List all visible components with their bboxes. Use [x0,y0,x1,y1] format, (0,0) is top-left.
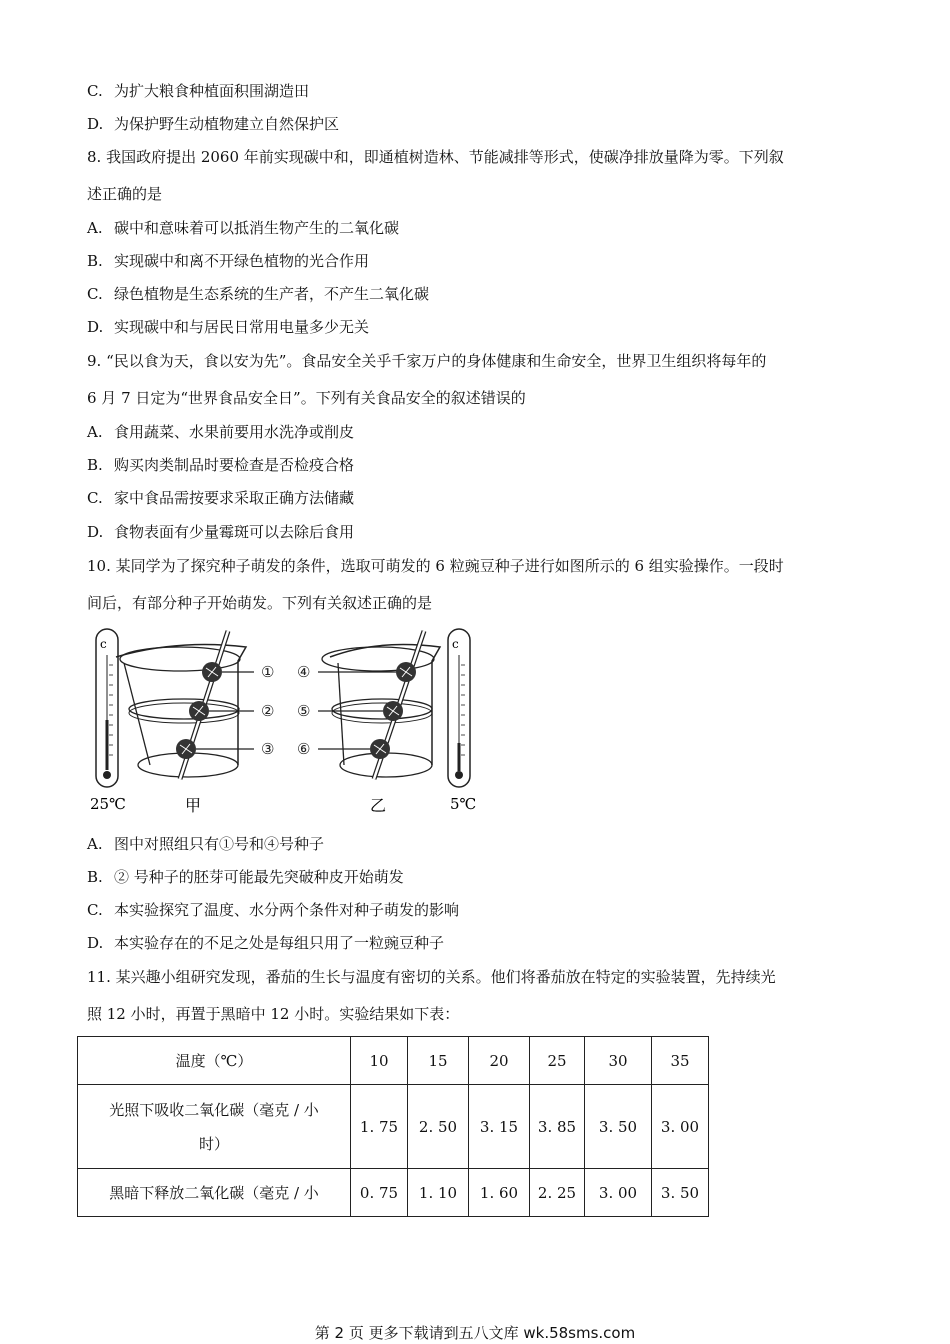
option-text: 实现碳中和与居民日常用电量多少无关 [114,318,370,336]
q10-stem-line2: 间后，有部分种子开始萌发。下列有关叙述正确的是 [87,594,433,612]
beaker-right [318,631,440,779]
table-cell: 3. 85 [530,1085,585,1169]
option-text: 图中对照组只有①号和④号种子 [114,835,325,853]
table-header-cell: 35 [652,1037,709,1085]
row-label-line: 时） [198,1134,229,1153]
option-letter: A. [87,219,103,237]
marker-2: ② [261,702,275,720]
table-cell: 3. 50 [652,1169,709,1217]
table-cell: 3. 50 [585,1085,652,1169]
q9-stem-line1: 9. “民以食为天，食以安为先”。食品安全关乎千家万户的身体健康和生命安全，世界卫生组织将每年的 [87,352,767,370]
table-header-cell: 20 [469,1037,530,1085]
marker-5: ⑤ [297,702,311,720]
thermometer-unit: c [100,637,107,651]
option-text: 食物表面有少量霉斑可以去除后食用 [114,523,355,541]
table-header-cell: 10 [351,1037,408,1085]
q9-option-b [87,455,354,475]
table-cell: 0. 75 [351,1169,408,1217]
table-cell: 2. 25 [530,1169,585,1217]
option-letter: B. [87,456,103,474]
q8-stem-line1: 8. 我国政府提出 2060 年前实现碳中和，即通植树造林、节能减排等形式，使碳净排放量降为零。下列叙 [87,148,784,166]
marker-4: ④ [297,663,311,681]
option-letter: D. [87,934,104,952]
table-row [78,1169,709,1217]
q9-option-a [87,422,354,442]
option-letter: C. [87,82,103,100]
q9-stem-line2: 6 月 7 日定为“世界食品安全日”。下列有关食品安全的叙述错误的 [87,389,526,407]
option-letter: A. [87,835,103,853]
option-letter: D. [87,318,104,336]
table-cell: 3. 00 [652,1085,709,1169]
option-text: 食用蔬菜、水果前要用水洗净或削皮 [114,423,355,441]
table-cell: 1. 10 [408,1169,469,1217]
beaker-left-label: 甲 [185,796,202,815]
option-letter: D. [87,523,104,541]
table-cell: 1. 75 [351,1085,408,1169]
table-header-cell: 30 [585,1037,652,1085]
table-cell: 2. 50 [408,1085,469,1169]
q7-option-c [87,81,309,101]
marker-1: ① [261,663,275,681]
thermometer-left [96,629,118,787]
table-row-label [78,1085,351,1169]
table-header-cell: 25 [530,1037,585,1085]
option-letter: C. [87,489,103,507]
table-header-label: 温度（℃） [78,1037,351,1085]
q10-option-a [87,834,324,854]
q9-option-c [87,488,354,508]
option-text: 本实验存在的不足之处是每组只用了一粒豌豆种子 [114,934,445,952]
q9-option-d [87,522,354,542]
option-letter: A. [87,423,103,441]
q10-stem-line1: 10. 某同学为了探究种子萌发的条件，选取可萌发的 6 粒豌豆种子进行如图所示的 6 组实验操作。一段时 [87,557,784,575]
option-text: 绿色植物是生态系统的生产者，不产生二氧化碳 [114,285,430,303]
results-table [77,1036,709,1217]
table-cell: 3. 15 [469,1085,530,1169]
q8-option-b [87,251,369,271]
option-text: 家中食品需按要求采取正确方法储藏 [114,489,355,507]
option-text: 为保护野生动植物建立自然保护区 [114,115,340,133]
option-letter: C. [87,285,103,303]
q10-option-d [87,933,444,953]
option-letter: B. [87,868,103,886]
marker-6: ⑥ [297,740,311,758]
q10-option-c [87,900,459,920]
table-header-row [78,1037,709,1085]
option-text: ② 号种子的胚芽可能最先突破种皮开始萌发 [114,868,404,886]
table-row [78,1085,709,1169]
table-header-cell: 15 [408,1037,469,1085]
q7-option-d [87,114,339,134]
table-row-label: 黑暗下释放二氧化碳（毫克 / 小 [78,1169,351,1217]
temp-left-label: 25℃ [90,795,126,813]
thermometer-right [448,629,470,787]
beaker-right-label: 乙 [370,796,387,815]
q11-stem-line2: 照 12 小时，再置于黑暗中 12 小时。实验结果如下表： [87,1005,460,1023]
page-footer: 第 2 页 更多下载请到五八文库 wk.58sms.com [314,1324,636,1342]
seed-germination-figure [88,625,488,820]
option-letter: C. [87,901,103,919]
option-letter: B. [87,252,103,270]
option-text: 本实验探究了温度、水分两个条件对种子萌发的影响 [114,901,460,919]
option-text: 碳中和意味着可以抵消生物产生的二氧化碳 [114,219,400,237]
temp-right-label: 5℃ [450,795,477,813]
q11-stem-line1: 11. 某兴趣小组研究发现，番茄的生长与温度有密切的关系。他们将番茄放在特定的实验装置，先持续光 [87,968,776,986]
q8-stem-line2: 述正确的是 [87,185,163,203]
thermometer-unit: c [452,637,459,651]
q8-option-d [87,317,369,337]
q8-option-c [87,284,429,304]
option-text: 实现碳中和离不开绿色植物的光合作用 [114,252,370,270]
q8-option-a [87,218,399,238]
table-cell: 1. 60 [469,1169,530,1217]
option-text: 购买肉类制品时要检查是否检疫合格 [114,456,355,474]
table-cell: 3. 00 [585,1169,652,1217]
option-text: 为扩大粮食种植面积围湖造田 [114,82,310,100]
beaker-left [116,631,254,779]
marker-3: ③ [261,740,275,758]
row-label-line: 光照下吸收二氧化碳（毫克 / 小 [109,1100,319,1119]
q10-option-b [87,867,404,887]
option-letter: D. [87,115,104,133]
